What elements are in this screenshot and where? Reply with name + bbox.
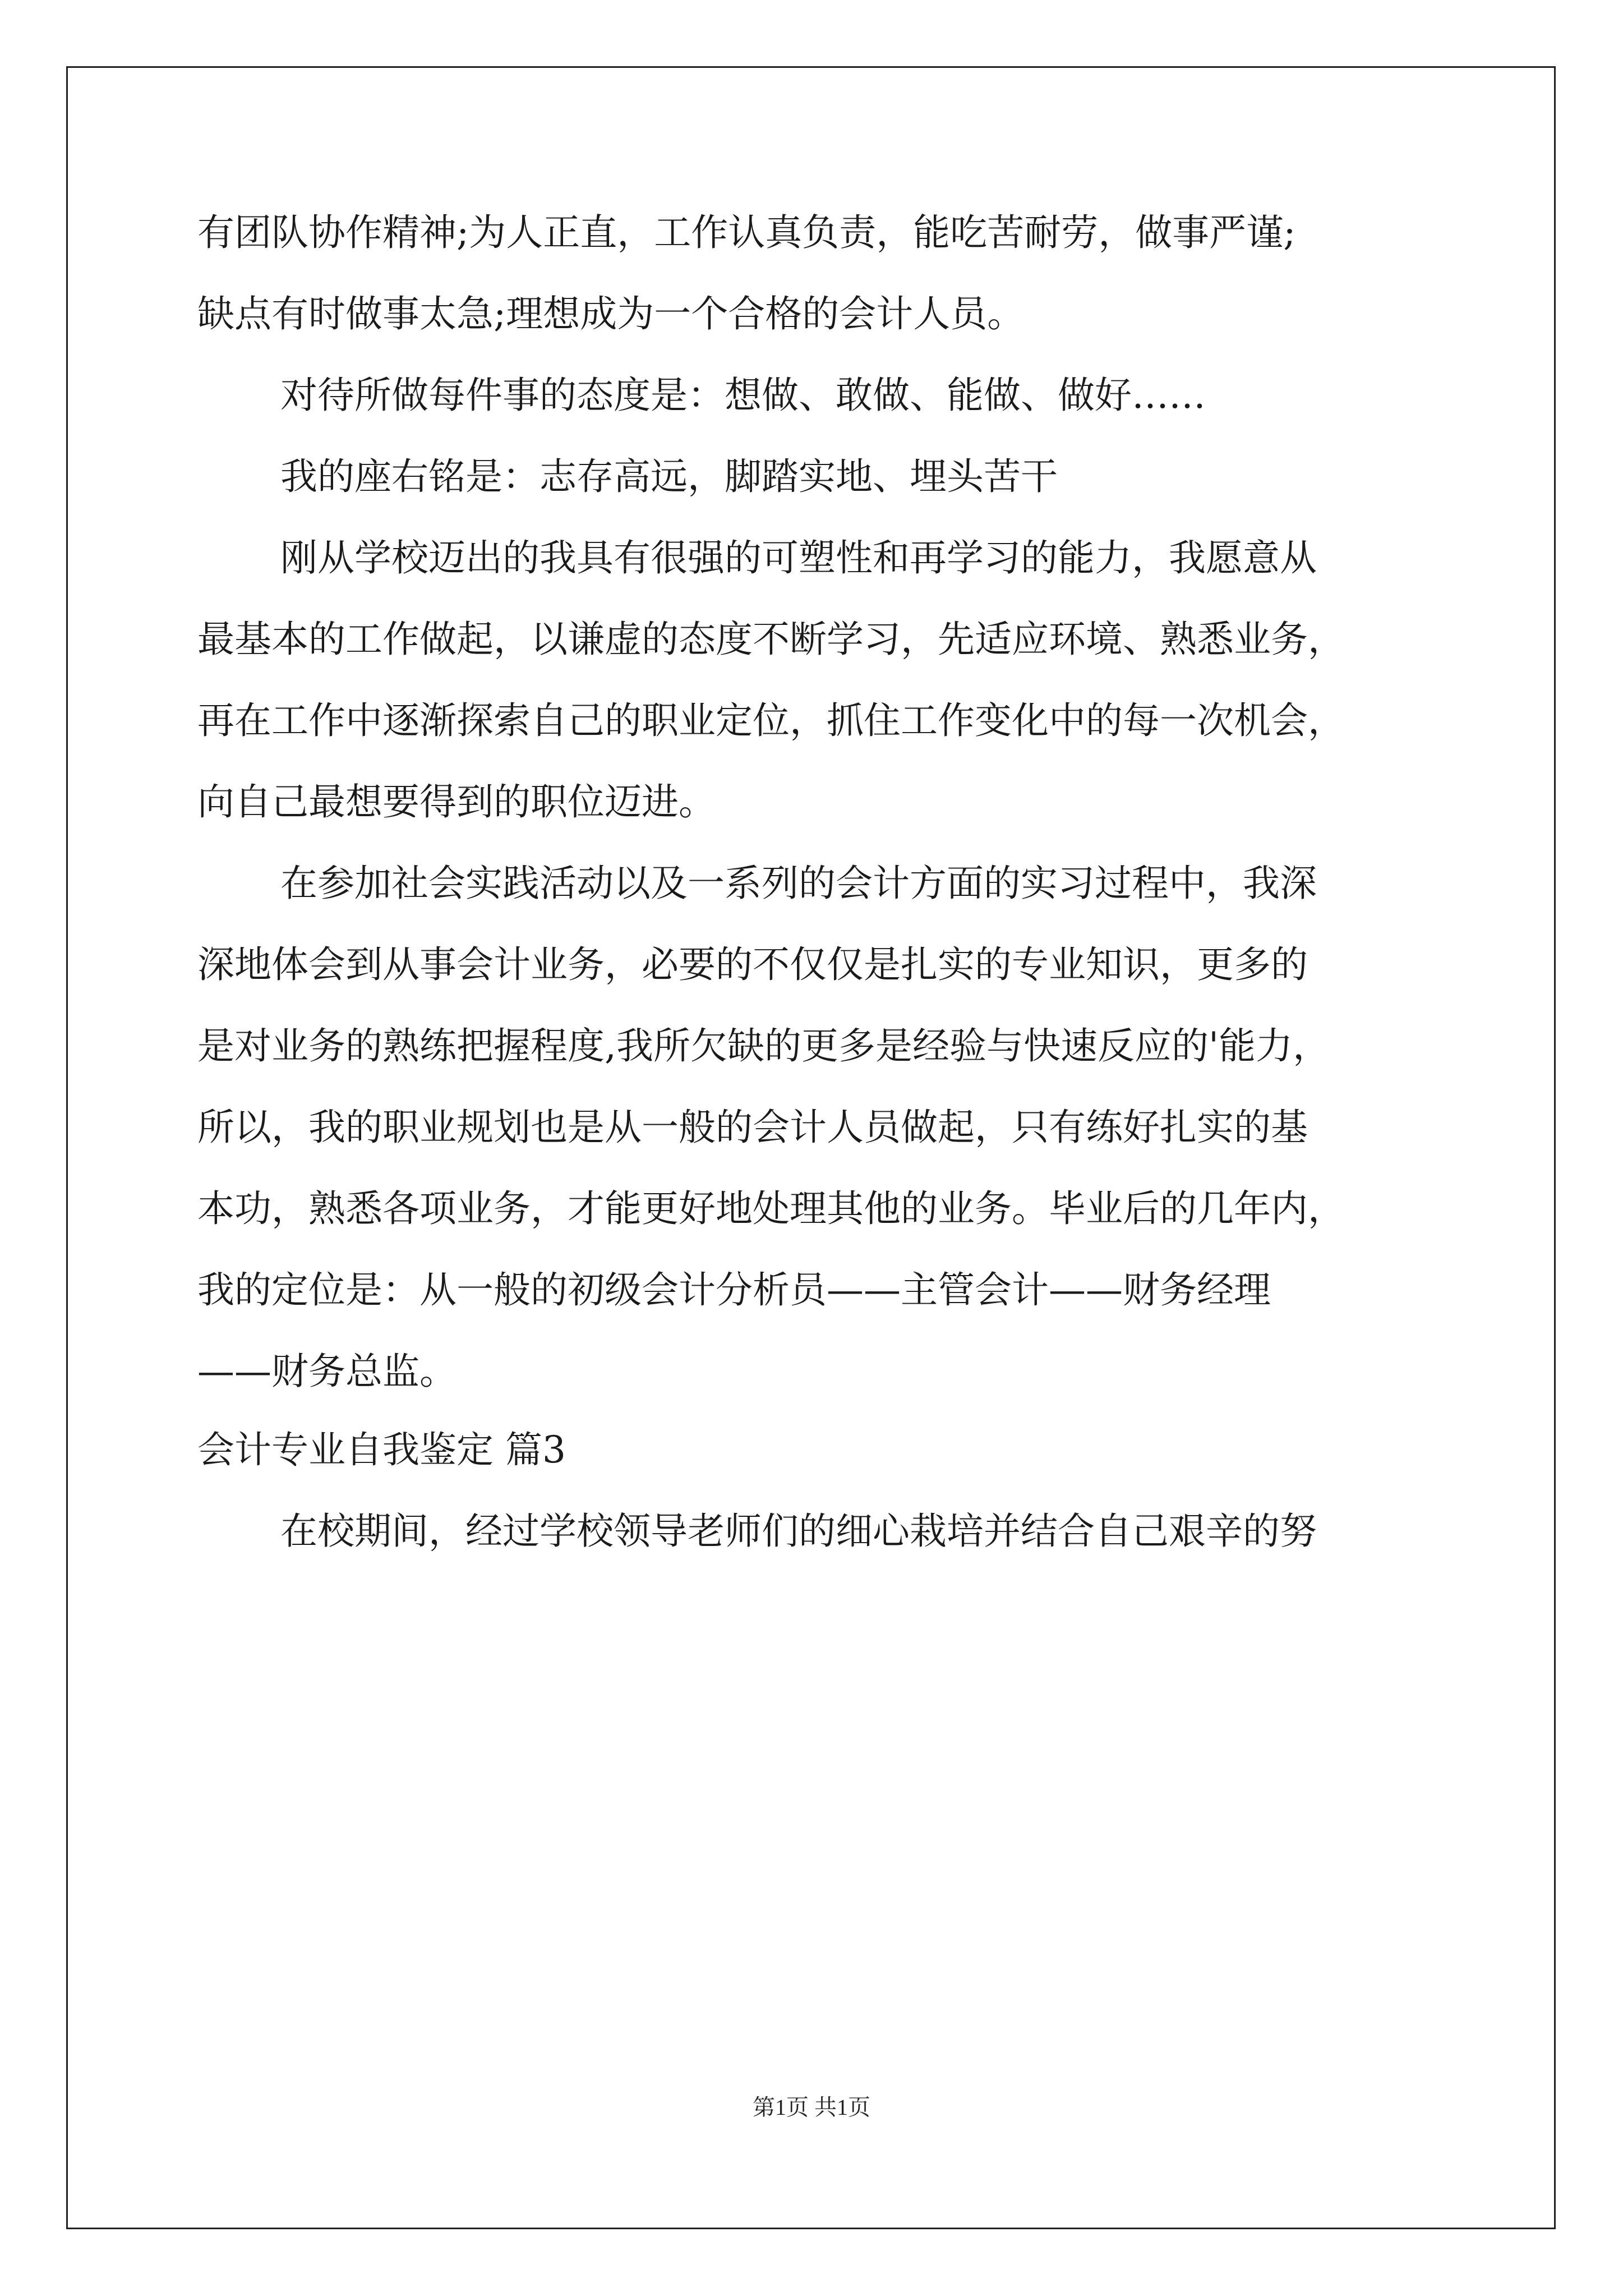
text-line: 我的座右铭是：志存高远，脚踏实地、埋头苦干: [280, 455, 1058, 498]
text-line: 向自己最想要得到的职位迈进。: [197, 780, 716, 823]
text-line: 缺点有时做事太急;理想成为一个合格的会计人员。: [197, 292, 1025, 335]
text-line: 深地体会到从事会计业务，必要的不仅仅是扎实的专业知识，更多的: [197, 943, 1308, 986]
text-line: 在参加社会实践活动以及一系列的会计方面的实习过程中，我深: [280, 862, 1317, 905]
text-line: 对待所做每件事的态度是：想做、敢做、能做、做好……: [280, 374, 1206, 417]
text-line: 是对业务的熟练把握程度,我所欠缺的更多是经验与快速反应的'能力，: [197, 1024, 1330, 1068]
text-line: 有团队协作精神;为人正直，工作认真负责，能吃苦耐劳，做事严谨;: [197, 211, 1296, 254]
text-line: 本功，熟悉各项业务，才能更好地处理其他的业务。毕业后的几年内，: [197, 1187, 1345, 1230]
section-heading: 会计专业自我鉴定 篇3: [197, 1428, 566, 1471]
text-line: 所以，我的职业规划也是从一般的会计人员做起，只有练好扎实的基: [197, 1106, 1308, 1149]
page-number-footer: 第1页 共1页: [753, 2095, 870, 2120]
text-line: 刚从学校迈出的我具有很强的可塑性和再学习的能力，我愿意从: [280, 536, 1317, 579]
text-line: 在校期间，经过学校领导老师们的细心栽培并结合自己艰辛的努: [280, 1510, 1317, 1553]
text-line: 我的定位是：从一般的初级会计分析员——主管会计——财务经理: [197, 1268, 1271, 1312]
text-line: 再在工作中逐渐探索自己的职业定位，抓住工作变化中的每一次机会，: [197, 699, 1345, 742]
text-line: ——财务总监。: [197, 1350, 457, 1393]
text-line: 最基本的工作做起，以谦虚的态度不断学习，先适应环境、熟悉业务，: [197, 618, 1345, 661]
